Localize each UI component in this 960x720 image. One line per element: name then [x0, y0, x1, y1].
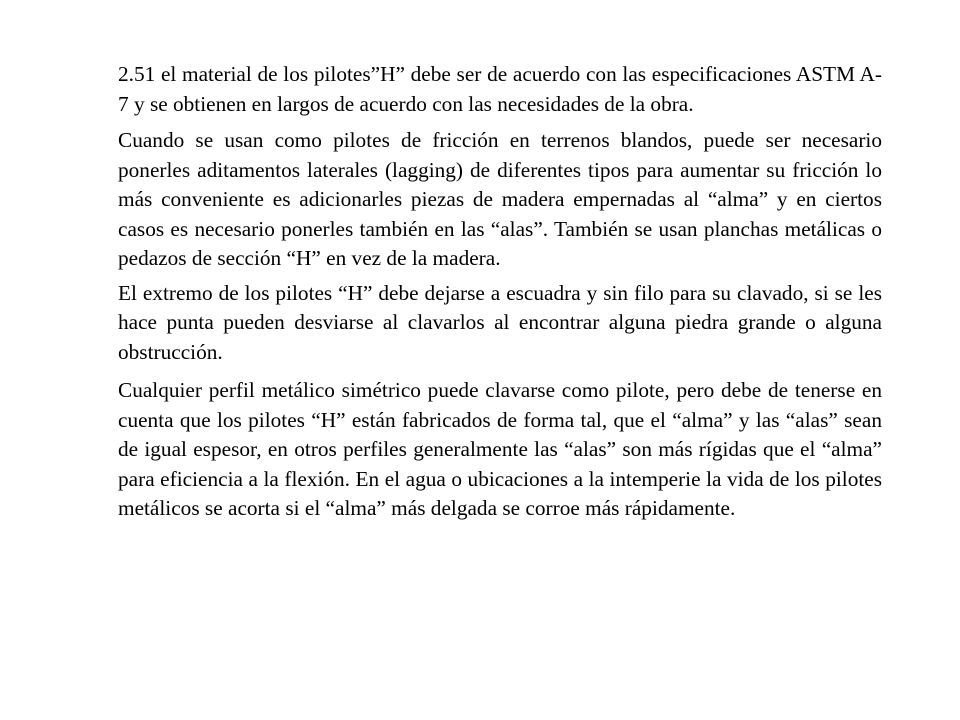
paragraph-symmetric-profiles: Cualquier perfil metálico simétrico puede clavarse como pilote, pero debe de tenerse en cuenta que los pilotes “H” están fabricados de forma tal, que el “alma” y las “alas” sean de igual espesor, en otros perfiles generalmente las “alas” son más rígidas que el “alma” para eficiencia a la flexión. En el agua o ubicaciones a la intemperie la vida de los pilotes metálicos se acorta si el “alma” más delgada se corroe más rápidamente. — [118, 378, 882, 520]
paragraph-friction-piles: Cuando se usan como pilotes de fricción en terrenos blandos, puede ser necesario ponerles aditamentos laterales (lagging) de diferentes tipos para aumentar su fricción lo más conveniente es adicionarles piezas de madera empernadas al “alma” y en ciertos casos es necesario ponerles también en las “alas”. También se usan planchas metálicas o pedazos de sección “H” en vez de la madera. — [118, 128, 882, 270]
paragraph-pile-tip: El extremo de los pilotes “H” debe dejarse a escuadra y sin filo para su clavado, si se les hace punta pueden desviarse al clavarlos al encontrar alguna piedra grande o alguna obstrucción. — [118, 280, 882, 364]
document-body — [118, 60, 882, 524]
paragraph-material-specification: 2.51 el material de los pilotes”H” debe ser de acuerdo con las especificaciones ASTM A-7 y se obtienen en largos de acuerdo con las necesidades de la obra. — [118, 62, 882, 116]
